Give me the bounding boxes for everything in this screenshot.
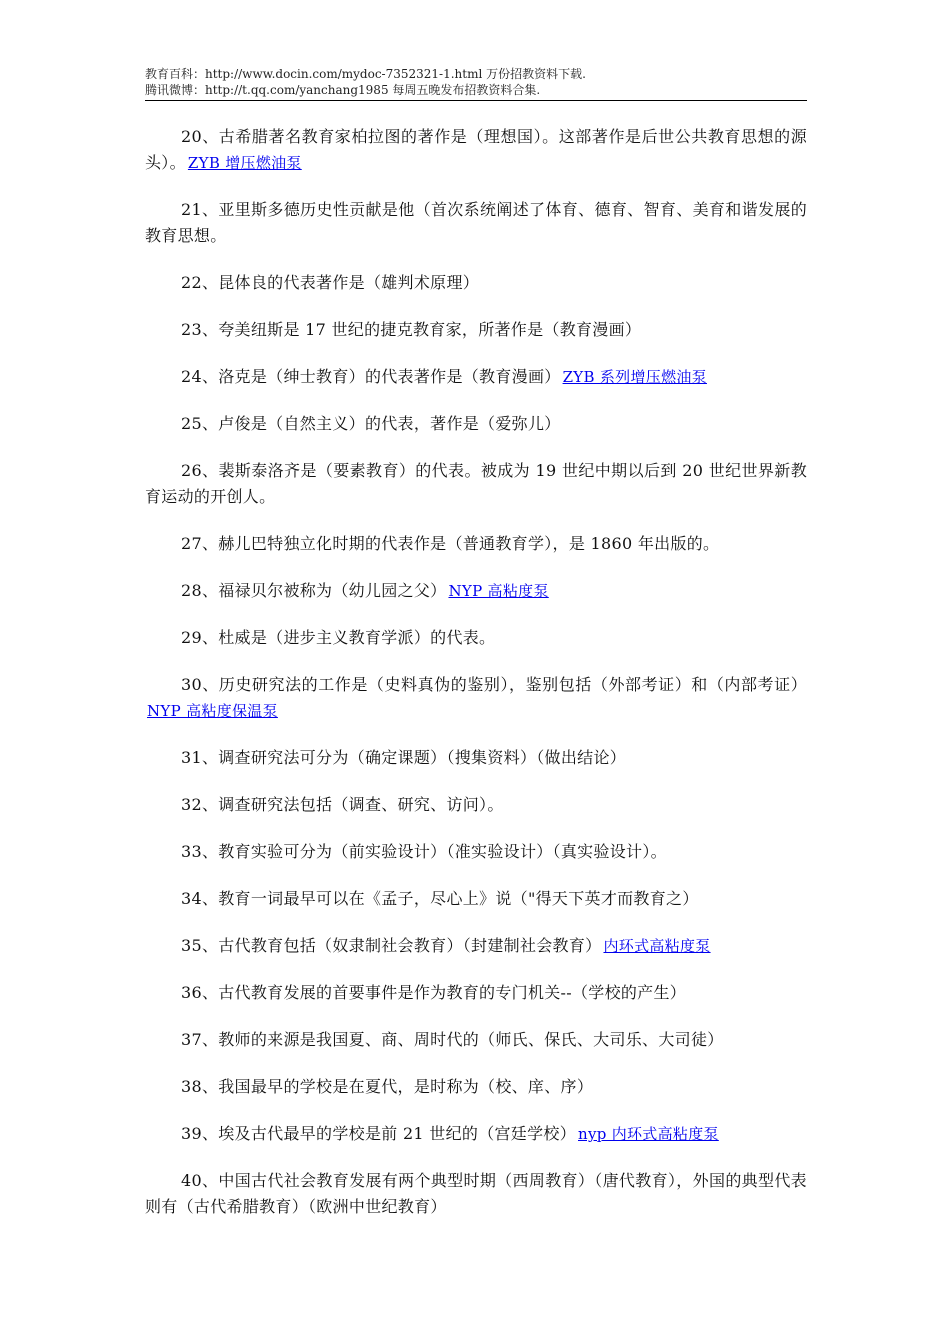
question-text: 37、教师的来源是我国夏、商、周时代的（师氏、保氏、大司乐、大司徒） <box>181 1030 724 1049</box>
question-text: 36、古代教育发展的首要事件是作为教育的专门机关--（学校的产生） <box>181 983 687 1002</box>
question-item <box>145 1074 807 1100</box>
ad-link[interactable]: nyp 内环式高粘度泵 <box>578 1125 719 1143</box>
question-text: 25、卢俊是（自然主义）的代表，著作是（爱弥儿） <box>181 414 561 433</box>
question-text: 27、赫儿巴特独立化时期的代表作是（普通教育学），是 1860 年出版的。 <box>181 534 720 553</box>
question-item <box>145 839 807 865</box>
ad-link[interactable]: NYP 高粘度泵 <box>448 582 549 600</box>
question-item <box>145 1168 807 1220</box>
question-text: 35、古代教育包括（奴隶制社会教育）（封建制社会教育） <box>181 936 602 955</box>
question-text: 24、洛克是（绅士教育）的代表著作是（教育漫画） <box>181 367 561 386</box>
question-text: 31、调查研究法可分为（确定课题）（搜集资料）（做出结论） <box>181 748 627 767</box>
question-item <box>145 317 807 343</box>
question-item <box>145 270 807 296</box>
question-text: 22、昆体良的代表著作是（雄判术原理） <box>181 273 480 292</box>
question-text: 32、调查研究法包括（调查、研究、访问）。 <box>181 795 504 814</box>
question-item <box>145 124 807 176</box>
question-item <box>145 980 807 1006</box>
question-text: 30、历史研究法的工作是（史料真伪的鉴别），鉴别包括（外部考证）和（内部考证） <box>181 675 807 694</box>
ad-link[interactable]: ZYB 增压燃油泵 <box>187 154 302 172</box>
question-item <box>145 411 807 437</box>
question-item <box>145 531 807 557</box>
question-text: 34、教育一词最早可以在《孟子，尽心上》说（"得天下英才而教育之） <box>181 889 699 908</box>
document-body <box>145 124 807 1241</box>
question-item <box>145 578 807 604</box>
question-item <box>145 625 807 651</box>
header-line-baike: 教育百科：http://www.docin.com/mydoc-7352321-1.html 万份招教资料下载. <box>145 67 586 81</box>
question-text: 38、我国最早的学校是在夏代，是时称为（校、庠、序） <box>181 1077 594 1096</box>
question-text: 21、亚里斯多德历史性贡献是他（首次系统阐述了体育、德育、智育、美育和谐发展的教育思想。 <box>145 200 807 245</box>
question-text: 29、杜威是（进步主义教育学派）的代表。 <box>181 628 496 647</box>
question-item <box>145 458 807 510</box>
question-item <box>145 1121 807 1147</box>
header-line-weibo: 腾讯微博：http://t.qq.com/yanchang1985 每周五晚发布招教资料合集. <box>145 83 541 97</box>
ad-link[interactable]: ZYB 系列增压燃油泵 <box>562 368 707 386</box>
question-item <box>145 792 807 818</box>
question-item <box>145 886 807 912</box>
question-text: 33、教育实验可分为（前实验设计）（准实验设计）（真实验设计）。 <box>181 842 667 861</box>
question-item <box>145 672 807 724</box>
question-item <box>145 364 807 390</box>
question-text: 23、夸美纽斯是 17 世纪的捷克教育家，所著作是（教育漫画） <box>181 320 642 339</box>
question-text: 26、裴斯泰洛齐是（要素教育）的代表。被成为 19 世纪中期以后到 20 世纪世界新教育运动的开创人。 <box>145 461 807 506</box>
page-header <box>145 66 807 101</box>
question-text: 20、古希腊著名教育家柏拉图的著作是（理想国）。这部著作是后世公共教育思想的源头）。 <box>145 127 807 172</box>
question-item <box>145 197 807 249</box>
question-item <box>145 933 807 959</box>
question-text: 28、福禄贝尔被称为（幼儿园之父） <box>181 581 447 600</box>
question-item <box>145 745 807 771</box>
question-text: 39、埃及古代最早的学校是前 21 世纪的（宫廷学校） <box>181 1124 576 1143</box>
ad-link[interactable]: NYP 高粘度保温泵 <box>147 702 278 720</box>
ad-link[interactable]: 内环式高粘度泵 <box>603 937 711 955</box>
question-item <box>145 1027 807 1053</box>
question-text: 40、中国古代社会教育发展有两个典型时期（西周教育）（唐代教育），外国的典型代表则有（古代希腊教育）（欧洲中世纪教育） <box>145 1171 807 1216</box>
